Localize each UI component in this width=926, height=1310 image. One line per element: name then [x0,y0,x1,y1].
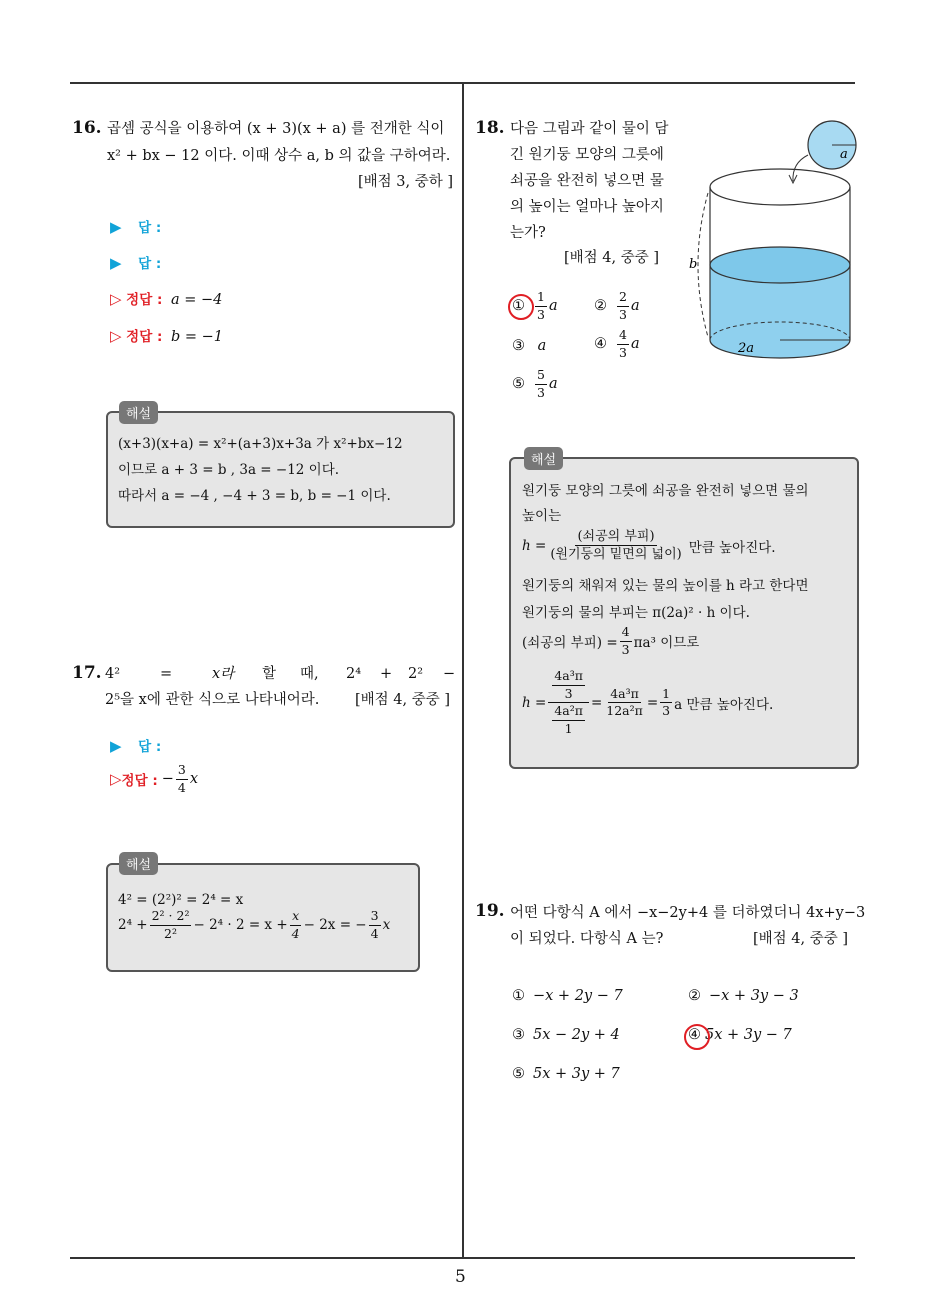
numerator: 1 [535,291,547,307]
choice-variable: a [630,298,640,314]
correct-label: 정답 : [126,329,163,345]
fraction [150,910,192,940]
fraction [290,910,302,940]
choice-mark: ④ [688,1027,701,1043]
choice-variable: a [548,298,558,314]
denominator: 3 [619,306,627,322]
radius-label: 2a [738,341,755,356]
choice-mark: ③ [512,338,525,354]
question-text-line1: 곱셈 공식을 이용하여 (x + 3)(x + a) 를 전개한 식이 [107,121,445,137]
correct-answer-row [110,764,198,794]
question-token: + [380,666,393,682]
explanation-line2 [118,910,390,940]
expr-part: = [590,694,603,711]
score-label: [배점 3, 중하 ] [358,174,454,190]
water-surface [710,247,850,283]
fraction [535,291,547,321]
choice-mark: ③ [512,1027,525,1043]
explanation-line5: 원기둥의 물의 부피는 π(2a)² · h 이다. [522,605,750,621]
denominator: 3 [662,703,671,718]
fraction [617,291,629,321]
explanation-line7 [522,670,773,735]
explanation-line1: 원기둥 모양의 그릇에 쇠공을 완전히 넣으면 물의 [522,483,809,499]
selected-answer-circle [684,1024,710,1050]
cylinder-top [710,169,850,205]
numerator: (쇠공의 부피) [577,529,655,544]
correct-fraction [176,764,188,794]
page-number: 5 [455,1267,466,1287]
play-triangle-icon: ▶ [110,218,122,236]
expr-part: a 만큼 높아진다. [674,696,774,713]
correct-sign: − [161,771,174,787]
question-token: 할 [262,666,277,682]
choice-3[interactable] [512,1027,620,1043]
numerator: 4a³π [552,670,585,686]
score-label: [배점 4, 중중 ] [564,250,660,266]
explanation-line2: 이므로 a + 3 = b , 3a = −12 이다. [118,462,340,478]
fraction [535,369,547,399]
numerator: 2 [617,291,629,307]
question-token: x라 [212,666,235,682]
denominator [548,703,589,735]
outline-triangle-icon: ▷ [110,290,122,308]
expr-part: h = [522,694,547,711]
score-label: [배점 4, 중중 ] [753,931,849,947]
choice-1[interactable] [512,988,623,1004]
choice-2[interactable] [594,291,640,321]
question-token: − [443,666,456,682]
choice-2[interactable] [688,988,799,1004]
answer-row-2[interactable] [110,253,161,274]
question-number: 16. [72,118,102,138]
numerator: 1 [660,688,672,704]
ball-label: a [840,147,848,162]
denominator: 4 [177,779,186,795]
choice-mark: ④ [594,336,607,352]
correct-value: b = −1 [170,329,223,345]
explanation-tag: 해설 [119,852,158,875]
explanation-line1: 4² = (2²)² = 2⁴ = x [118,892,244,908]
height-marker [698,193,708,337]
explanation-line1: (x+3)(x+a) = x²+(a+3)x+3a 가 x²+bx−12 [118,436,403,452]
answer-label: 답 : [138,220,162,236]
answer-row-1[interactable] [110,217,161,238]
expr-part: − 2x = − [303,917,367,933]
choice-mark: ⑤ [512,1066,525,1082]
numerator [548,670,589,703]
question-number: 17. [72,663,102,683]
question-text-line2: 긴 원기둥 모양의 그릇에 [510,147,664,163]
expr-part: h = [522,537,547,554]
denominator: 3 [564,685,573,701]
expr-part: − 2⁴ · 2 = x + [193,917,288,933]
choice-mark: ② [688,988,701,1004]
choice-mark: ⑤ [512,376,525,392]
question-token: 2² [408,666,424,682]
choice-mark: ② [594,298,607,314]
explanation-line3 [522,530,776,561]
explanation-line4: 원기둥의 채워져 있는 물의 높이를 h 라고 한다면 [522,578,809,594]
fraction [620,626,632,656]
choice-variable: a [537,338,547,354]
denominator: 1 [564,720,573,736]
fraction [604,685,645,718]
correct-label: 정답 : [121,773,158,789]
denominator: 3 [537,306,545,322]
expr-part: 만큼 높아진다. [688,539,776,556]
column-divider [462,83,464,1258]
question-text-line2: 이 되었다. 다항식 A 는? [510,931,664,947]
fraction [617,329,629,359]
denominator: 3 [619,344,627,360]
fraction [552,705,585,735]
answer-label: 답 : [138,256,162,272]
choice-text: 5x + 3y − 7 [705,1027,792,1043]
explanation-tag: 해설 [119,401,158,424]
question-token: 2⁴ [346,666,362,682]
expr-part: x [382,917,391,933]
choice-text: −x + 2y − 7 [533,988,623,1004]
question-text-line2: x² + bx − 12 이다. 이때 상수 a, b 의 값을 구하여라. [107,148,451,164]
fraction [660,685,672,718]
choice-5[interactable] [512,369,558,399]
outline-triangle-icon: ▷ [110,327,122,345]
explanation-line3: 따라서 a = −4 , −4 + 3 = b, b = −1 이다. [118,488,391,504]
denominator: 12a²π [606,703,643,718]
denominator: 4 [370,925,379,941]
correct-answer-row-2 [110,326,223,347]
expr-part: πa³ 이므로 [633,635,700,651]
drop-arrow-icon [793,155,808,181]
choice-text: 5x + 3y + 7 [533,1066,620,1082]
correct-value: a = −4 [170,292,223,308]
question-number: 18. [475,118,505,138]
expr-part: 2⁴ + [118,917,148,933]
question-text-line2: 2⁵을 x에 관한 식으로 나타내어라. [105,692,320,708]
numerator: 4 [617,329,629,345]
question-text-line5: 는가? [510,225,546,241]
explanation-tag: 해설 [524,447,563,470]
denominator: 4 [291,925,300,941]
choice-variable: a [548,376,558,392]
choice-5[interactable] [512,1066,620,1082]
question-token: = [160,666,173,682]
numerator: 4a²π [552,705,585,721]
question-number: 19. [475,901,505,921]
selected-answer-circle [508,294,534,320]
fraction [548,530,683,561]
answer-row[interactable] [110,736,161,757]
question-text-line1: 다음 그림과 같이 물이 담 [510,121,669,137]
numerator: 3 [176,764,188,780]
question-text-line1: 어떤 다항식 A 에서 −x−2y+4 를 더하였더니 4x+y−3 [510,905,866,921]
question-text-line3: 쇠공을 완전히 넣으면 물 [510,173,664,189]
denominator: (원기둥의 밑면의 넓이) [550,547,682,562]
choice-mark: ① [512,988,525,1004]
choice-text: −x + 3y − 3 [709,988,799,1004]
numerator: x [290,910,301,926]
numerator: 4a³π [608,688,641,704]
expr-part: (쇠공의 부피) = [522,635,618,651]
choice-text: 5x − 2y + 4 [533,1027,620,1043]
compound-fraction [548,670,589,735]
numerator: 2² · 2² [150,910,192,926]
numerator: 3 [369,910,381,926]
question-token: 4² [105,666,121,682]
choice-variable: a [630,336,640,352]
height-label: b [689,257,698,272]
denominator: 2² [164,925,178,941]
outline-triangle-icon: ▷ [110,770,122,788]
question-text-line4: 의 높이는 얼마나 높아지 [510,199,664,215]
explanation-line2: 높이는 [522,508,562,524]
choice-mark: ① [512,298,525,314]
choice-3[interactable] [512,338,546,354]
explanation-line6 [522,626,699,656]
choice-4[interactable] [594,329,640,359]
play-triangle-icon: ▶ [110,737,122,755]
denominator: 3 [537,384,545,400]
question-token: 때, [300,666,319,682]
fraction [369,910,381,940]
correct-variable: x [189,771,199,787]
fraction [552,670,585,700]
numerator: 5 [535,369,547,385]
answer-label: 답 : [138,739,162,755]
score-label: [배점 4, 중중 ] [355,692,451,708]
numerator: 4 [620,626,632,642]
denominator: 3 [621,641,630,657]
expr-part: = [646,694,659,711]
cylinder-figure [680,115,880,375]
play-triangle-icon: ▶ [110,254,122,272]
correct-label: 정답 : [126,292,163,308]
correct-answer-row-1 [110,289,222,310]
